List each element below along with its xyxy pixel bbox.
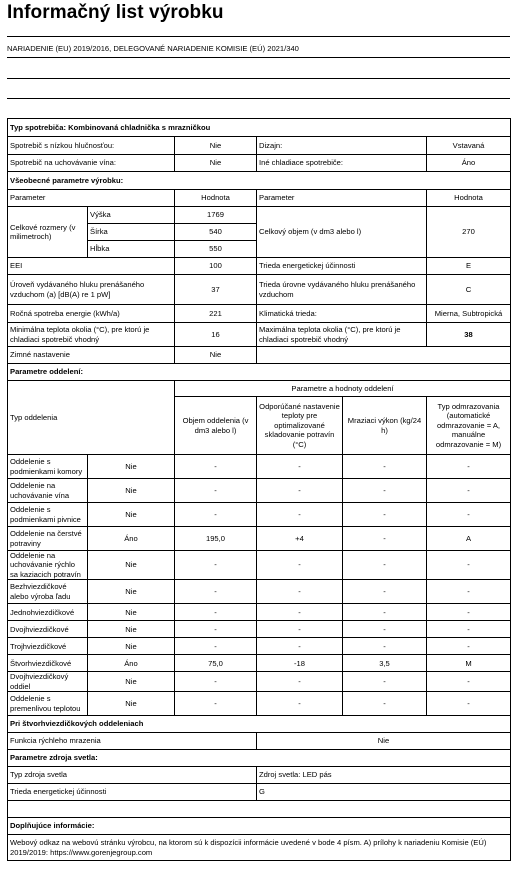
- width-label: Šírka: [88, 224, 175, 241]
- additional-info-text: Webový odkaz na webovú stránku výrobcu, na ktorom sú k dispozícii informácie uvedené v bode 4 písm. A) prílohy k nariadeniu Komisie (EÚ) 2019/2019: https://www.gorenjegroup.com: [8, 835, 511, 861]
- height-label: Výška: [88, 207, 175, 224]
- compartment-name: Oddelenie na uchovávanie rýchlo sa kaziacich potravín: [8, 551, 88, 580]
- noise-class-label: Trieda úrovne vydávaného hluku prenášaného vzduchom: [257, 275, 427, 305]
- compartment-defrost: -: [427, 604, 511, 621]
- divider: [7, 78, 510, 79]
- divider: [7, 57, 510, 58]
- four-star-heading: Pri štvorhviezdičkových oddeleniach: [8, 716, 511, 733]
- min-temp-value: 16: [175, 323, 257, 347]
- light-source-heading: Parametre zdroja svetla:: [8, 750, 511, 767]
- compartment-name: Oddelenie na uchovávanie vína: [8, 479, 88, 503]
- compartment-volume: -: [175, 604, 257, 621]
- compartment-present: Nie: [88, 551, 175, 580]
- low-noise-label: Spotrebič s nízkou hlučnosťou:: [8, 137, 175, 155]
- min-temp-label: Minimálna teplota okolia (°C), pre ktorú je chladiaci spotrebič vhodný: [8, 323, 175, 347]
- compartment-row: [8, 655, 511, 672]
- compartment-temp: -: [257, 551, 343, 580]
- compartment-present: Nie: [88, 604, 175, 621]
- compartment-row: [8, 455, 511, 479]
- compartment-defrost: -: [427, 503, 511, 527]
- compartment-defrost: -: [427, 621, 511, 638]
- compartment-volume: -: [175, 551, 257, 580]
- compartment-row: [8, 692, 511, 716]
- compartment-temp: -: [257, 503, 343, 527]
- appliance-type: Typ spotrebiča: Kombinovaná chladnička s mrazničkou: [8, 119, 511, 137]
- compartment-freeze: -: [343, 527, 427, 551]
- energy-class-value: E: [427, 258, 511, 275]
- divider: [7, 98, 510, 99]
- compartment-params-header: Parametre a hodnoty oddelení: [175, 381, 511, 397]
- compartment-freeze: -: [343, 580, 427, 604]
- winter-setting-label: Zimné nastavenie: [8, 347, 175, 364]
- compartment-temp: -: [257, 638, 343, 655]
- design-value: Vstavaná: [427, 137, 511, 155]
- width-value: 540: [175, 224, 257, 241]
- noise-label: Úroveň vydávaného hluku prenášaného vzduchom (a) [dB(A) re 1 pW]: [8, 275, 175, 305]
- compartment-defrost: -: [427, 692, 511, 716]
- compartment-freeze: -: [343, 621, 427, 638]
- max-temp-label: Maximálna teplota okolia (°C), pre ktorú je chladiaci spotrebič vhodný: [257, 323, 427, 347]
- eei-value: 100: [175, 258, 257, 275]
- compartment-freeze: -: [343, 479, 427, 503]
- compartment-temp: -: [257, 692, 343, 716]
- compartment-temp: -: [257, 479, 343, 503]
- header-parameter-2: Parameter: [257, 190, 427, 207]
- compartment-volume: -: [175, 638, 257, 655]
- compartment-freeze-header: Mraziaci výkon (kg/24 h): [343, 397, 427, 455]
- compartment-temp: -: [257, 604, 343, 621]
- noise-class-value: C: [427, 275, 511, 305]
- compartment-freeze: -: [343, 503, 427, 527]
- height-value: 1769: [175, 207, 257, 224]
- compartment-volume: -: [175, 455, 257, 479]
- compartment-freeze: -: [343, 638, 427, 655]
- compartment-name: Trojhviezdičkové: [8, 638, 88, 655]
- compartment-present: Áno: [88, 527, 175, 551]
- compartment-defrost: -: [427, 455, 511, 479]
- noise-value: 37: [175, 275, 257, 305]
- compartment-name: Štvorhviezdičkové: [8, 655, 88, 672]
- compartment-freeze: -: [343, 692, 427, 716]
- total-volume-value: 270: [427, 207, 511, 258]
- compartment-name: Jednohviezdičkové: [8, 604, 88, 621]
- compartment-defrost: -: [427, 551, 511, 580]
- compartment-temp: -: [257, 455, 343, 479]
- compartment-volume: -: [175, 503, 257, 527]
- compartment-temp-header: Odporúčané nastavenie teploty pre optimalizované skladovanie potravín (°C): [257, 397, 343, 455]
- compartment-name: Oddelenie s podmienkami komory: [8, 455, 88, 479]
- compartment-present: Nie: [88, 455, 175, 479]
- general-parameters-heading: Všeobecné parametre výrobku:: [8, 172, 511, 190]
- header-value-2: Hodnota: [427, 190, 511, 207]
- light-class-value: G: [257, 784, 511, 801]
- compartment-volume: -: [175, 621, 257, 638]
- compartment-row: [8, 604, 511, 621]
- climate-class-label: Klimatická trieda:: [257, 305, 427, 323]
- sheet-table: [7, 118, 511, 861]
- compartment-present: Nie: [88, 479, 175, 503]
- fast-freeze-value: Nie: [257, 733, 511, 750]
- empty-cell: [257, 347, 511, 364]
- compartment-name: Oddelenie na čerstvé potraviny: [8, 527, 88, 551]
- regulation-reference: NARIADENIE (EU) 2019/2016, DELEGOVANÉ NARIADENIE KOMISIE (EÚ) 2021/340: [7, 44, 299, 53]
- light-class-label: Trieda energetickej účinnosti: [8, 784, 257, 801]
- compartment-temp: -: [257, 672, 343, 692]
- compartment-row: [8, 621, 511, 638]
- compartment-defrost: -: [427, 479, 511, 503]
- compartment-row: [8, 638, 511, 655]
- compartment-freeze: -: [343, 551, 427, 580]
- compartment-freeze: 3,5: [343, 655, 427, 672]
- compartment-temp: +4: [257, 527, 343, 551]
- compartment-defrost: -: [427, 638, 511, 655]
- compartment-present: Nie: [88, 638, 175, 655]
- compartment-name: Bezhviezdičkové alebo výroba ľadu: [8, 580, 88, 604]
- compartment-name: Dvojhviezdičkový oddiel: [8, 672, 88, 692]
- compartment-row: [8, 672, 511, 692]
- compartment-present: Nie: [88, 621, 175, 638]
- compartment-name: Oddelenie s premenlivou teplotou: [8, 692, 88, 716]
- compartments-list: [8, 455, 511, 716]
- total-volume-label: Celkový objem (v dm3 alebo l): [257, 207, 427, 258]
- compartment-temp: -: [257, 621, 343, 638]
- compartment-name: Dvojhviezdičkové: [8, 621, 88, 638]
- compartment-temp: -18: [257, 655, 343, 672]
- compartment-defrost: A: [427, 527, 511, 551]
- annual-energy-label: Ročná spotreba energie (kWh/a): [8, 305, 175, 323]
- eei-label: EEI: [8, 258, 175, 275]
- fast-freeze-label: Funkcia rýchleho mrazenia: [8, 733, 257, 750]
- compartment-defrost: M: [427, 655, 511, 672]
- depth-label: Hĺbka: [88, 241, 175, 258]
- compartment-row: [8, 527, 511, 551]
- low-noise-value: Nie: [175, 137, 257, 155]
- depth-value: 550: [175, 241, 257, 258]
- energy-class-label: Trieda energetickej účinnosti: [257, 258, 427, 275]
- compartment-present: Áno: [88, 655, 175, 672]
- compartment-volume: 75,0: [175, 655, 257, 672]
- compartment-freeze: -: [343, 672, 427, 692]
- compartment-freeze: -: [343, 455, 427, 479]
- compartment-volume: 195,0: [175, 527, 257, 551]
- compartment-present: Nie: [88, 580, 175, 604]
- other-appliances-value: Áno: [427, 155, 511, 172]
- header-value: Hodnota: [175, 190, 257, 207]
- empty-row: [8, 801, 511, 818]
- wine-storage-value: Nie: [175, 155, 257, 172]
- winter-setting-value: Nie: [175, 347, 257, 364]
- compartment-volume: -: [175, 580, 257, 604]
- header-parameter: Parameter: [8, 190, 175, 207]
- compartment-temp: -: [257, 580, 343, 604]
- max-temp-value: 38: [427, 323, 511, 347]
- compartment-volume: -: [175, 479, 257, 503]
- compartment-defrost: -: [427, 580, 511, 604]
- additional-info-heading: Doplňujúce informácie:: [8, 818, 511, 835]
- compartment-volume: -: [175, 692, 257, 716]
- compartment-present: Nie: [88, 692, 175, 716]
- compartment-row: [8, 479, 511, 503]
- climate-class-value: Mierna, Subtropická: [427, 305, 511, 323]
- dimensions-label: Celkové rozmery (v milimetroch): [8, 207, 88, 258]
- light-type-value: Zdroj svetla: LED pás: [257, 767, 511, 784]
- compartment-present: Nie: [88, 672, 175, 692]
- compartment-row: [8, 580, 511, 604]
- wine-storage-label: Spotrebič na uchovávanie vína:: [8, 155, 175, 172]
- design-label: Dizajn:: [257, 137, 427, 155]
- compartment-volume: -: [175, 672, 257, 692]
- compartment-row: [8, 503, 511, 527]
- compartment-present: Nie: [88, 503, 175, 527]
- light-type-label: Typ zdroja svetla: [8, 767, 257, 784]
- compartment-defrost: -: [427, 672, 511, 692]
- compartments-heading: Parametre oddelení:: [8, 364, 511, 381]
- compartment-type-header: Typ oddelenia: [8, 381, 175, 455]
- other-appliances-label: Iné chladiace spotrebiče:: [257, 155, 427, 172]
- annual-energy-value: 221: [175, 305, 257, 323]
- page-title: Informačný list výrobku: [7, 2, 224, 23]
- title-divider: [7, 36, 510, 37]
- compartment-defrost-header: Typ odmrazovania (automatické odmrazovanie = A, manuálne odmrazovanie = M): [427, 397, 511, 455]
- compartment-name: Oddelenie s podmienkami pivnice: [8, 503, 88, 527]
- compartment-volume-header: Objem oddelenia (v dm3 alebo l): [175, 397, 257, 455]
- compartment-freeze: -: [343, 604, 427, 621]
- compartment-row: [8, 551, 511, 580]
